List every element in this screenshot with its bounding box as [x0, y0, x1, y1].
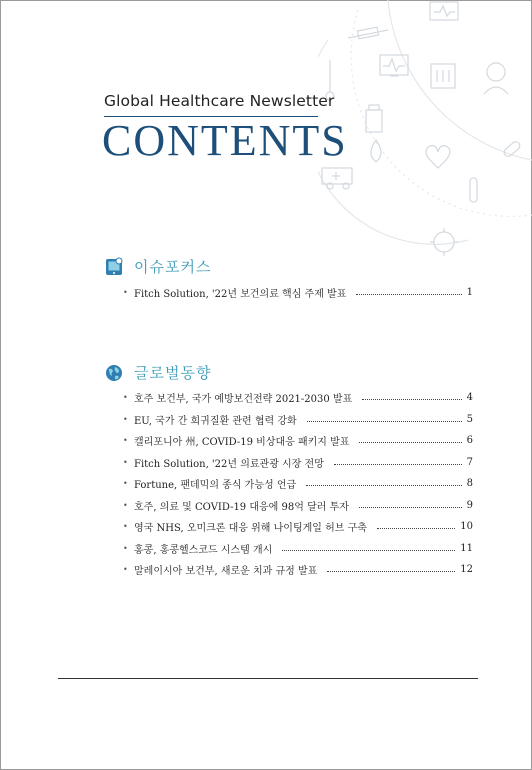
page-number: 9 [466, 499, 473, 511]
page-number: 4 [466, 392, 473, 404]
section-global-trends [104, 362, 211, 383]
tablet-icon [104, 257, 124, 277]
toc-item[interactable]: • EU, 국가 간 희귀질환 관련 협력 강화 5 [123, 413, 473, 427]
contents-title: CONTENTS [102, 116, 348, 165]
toc-item[interactable]: • 영국 NHS, 오미크론 대응 위해 나이팅게일 허브 구축 10 [123, 521, 473, 535]
test-tube-icon [470, 178, 477, 202]
drop-icon [371, 140, 381, 162]
toc-item[interactable]: • Fitch Solution, '22년 보건의료 핵심 주제 발표 1 [123, 287, 473, 301]
ambulance-icon [322, 168, 352, 189]
page-number: 12 [460, 564, 473, 576]
section-title: 글로벌동향 [134, 364, 212, 382]
newsletter-title: Global Healthcare Newsletter [104, 92, 335, 110]
hospital-icon [431, 64, 455, 88]
section-title: 이슈포커스 [134, 258, 212, 276]
toc-list-issue-focus [123, 282, 473, 304]
toc-item[interactable]: • 홍콩, 홍콩헬스코드 시스템 개시 11 [123, 542, 473, 556]
toc-item[interactable]: • Fitch Solution, '22년 의료관광 시장 전망 7 [123, 456, 473, 470]
toc-item[interactable]: • 호주 보건부, 국가 예방보건전략 2021-2030 발표 4 [123, 392, 473, 406]
toc-list-global-trends [123, 387, 473, 581]
doctor-icon [484, 63, 508, 94]
page-number: 1 [466, 287, 473, 299]
healthcare-decoration [318, 0, 532, 270]
footer-divider [58, 678, 478, 679]
globe-icon [104, 363, 124, 383]
toc-item[interactable]: • Fortune, 팬데믹의 종식 가능성 언급 8 [123, 478, 473, 492]
page-number: 7 [466, 456, 473, 468]
section-issue-focus [104, 256, 211, 277]
page-number: 6 [466, 435, 473, 447]
virus-icon [430, 228, 458, 256]
toc-item[interactable]: • 말레이시아 보건부, 새로운 치과 규정 발표 12 [123, 564, 473, 578]
monitor-icon [430, 2, 458, 20]
page-number: 8 [466, 478, 473, 490]
page-number: 11 [460, 542, 473, 554]
page-number: 5 [466, 413, 473, 425]
page-number: 10 [460, 521, 473, 533]
heartbeat-icon [426, 146, 450, 168]
toc-item[interactable]: • 캘리포니아 州, COVID-19 비상대응 패키지 발표 6 [123, 435, 473, 449]
toc-item[interactable]: • 호주, 의료 및 COVID-19 대응에 98억 달러 투자 9 [123, 499, 473, 513]
